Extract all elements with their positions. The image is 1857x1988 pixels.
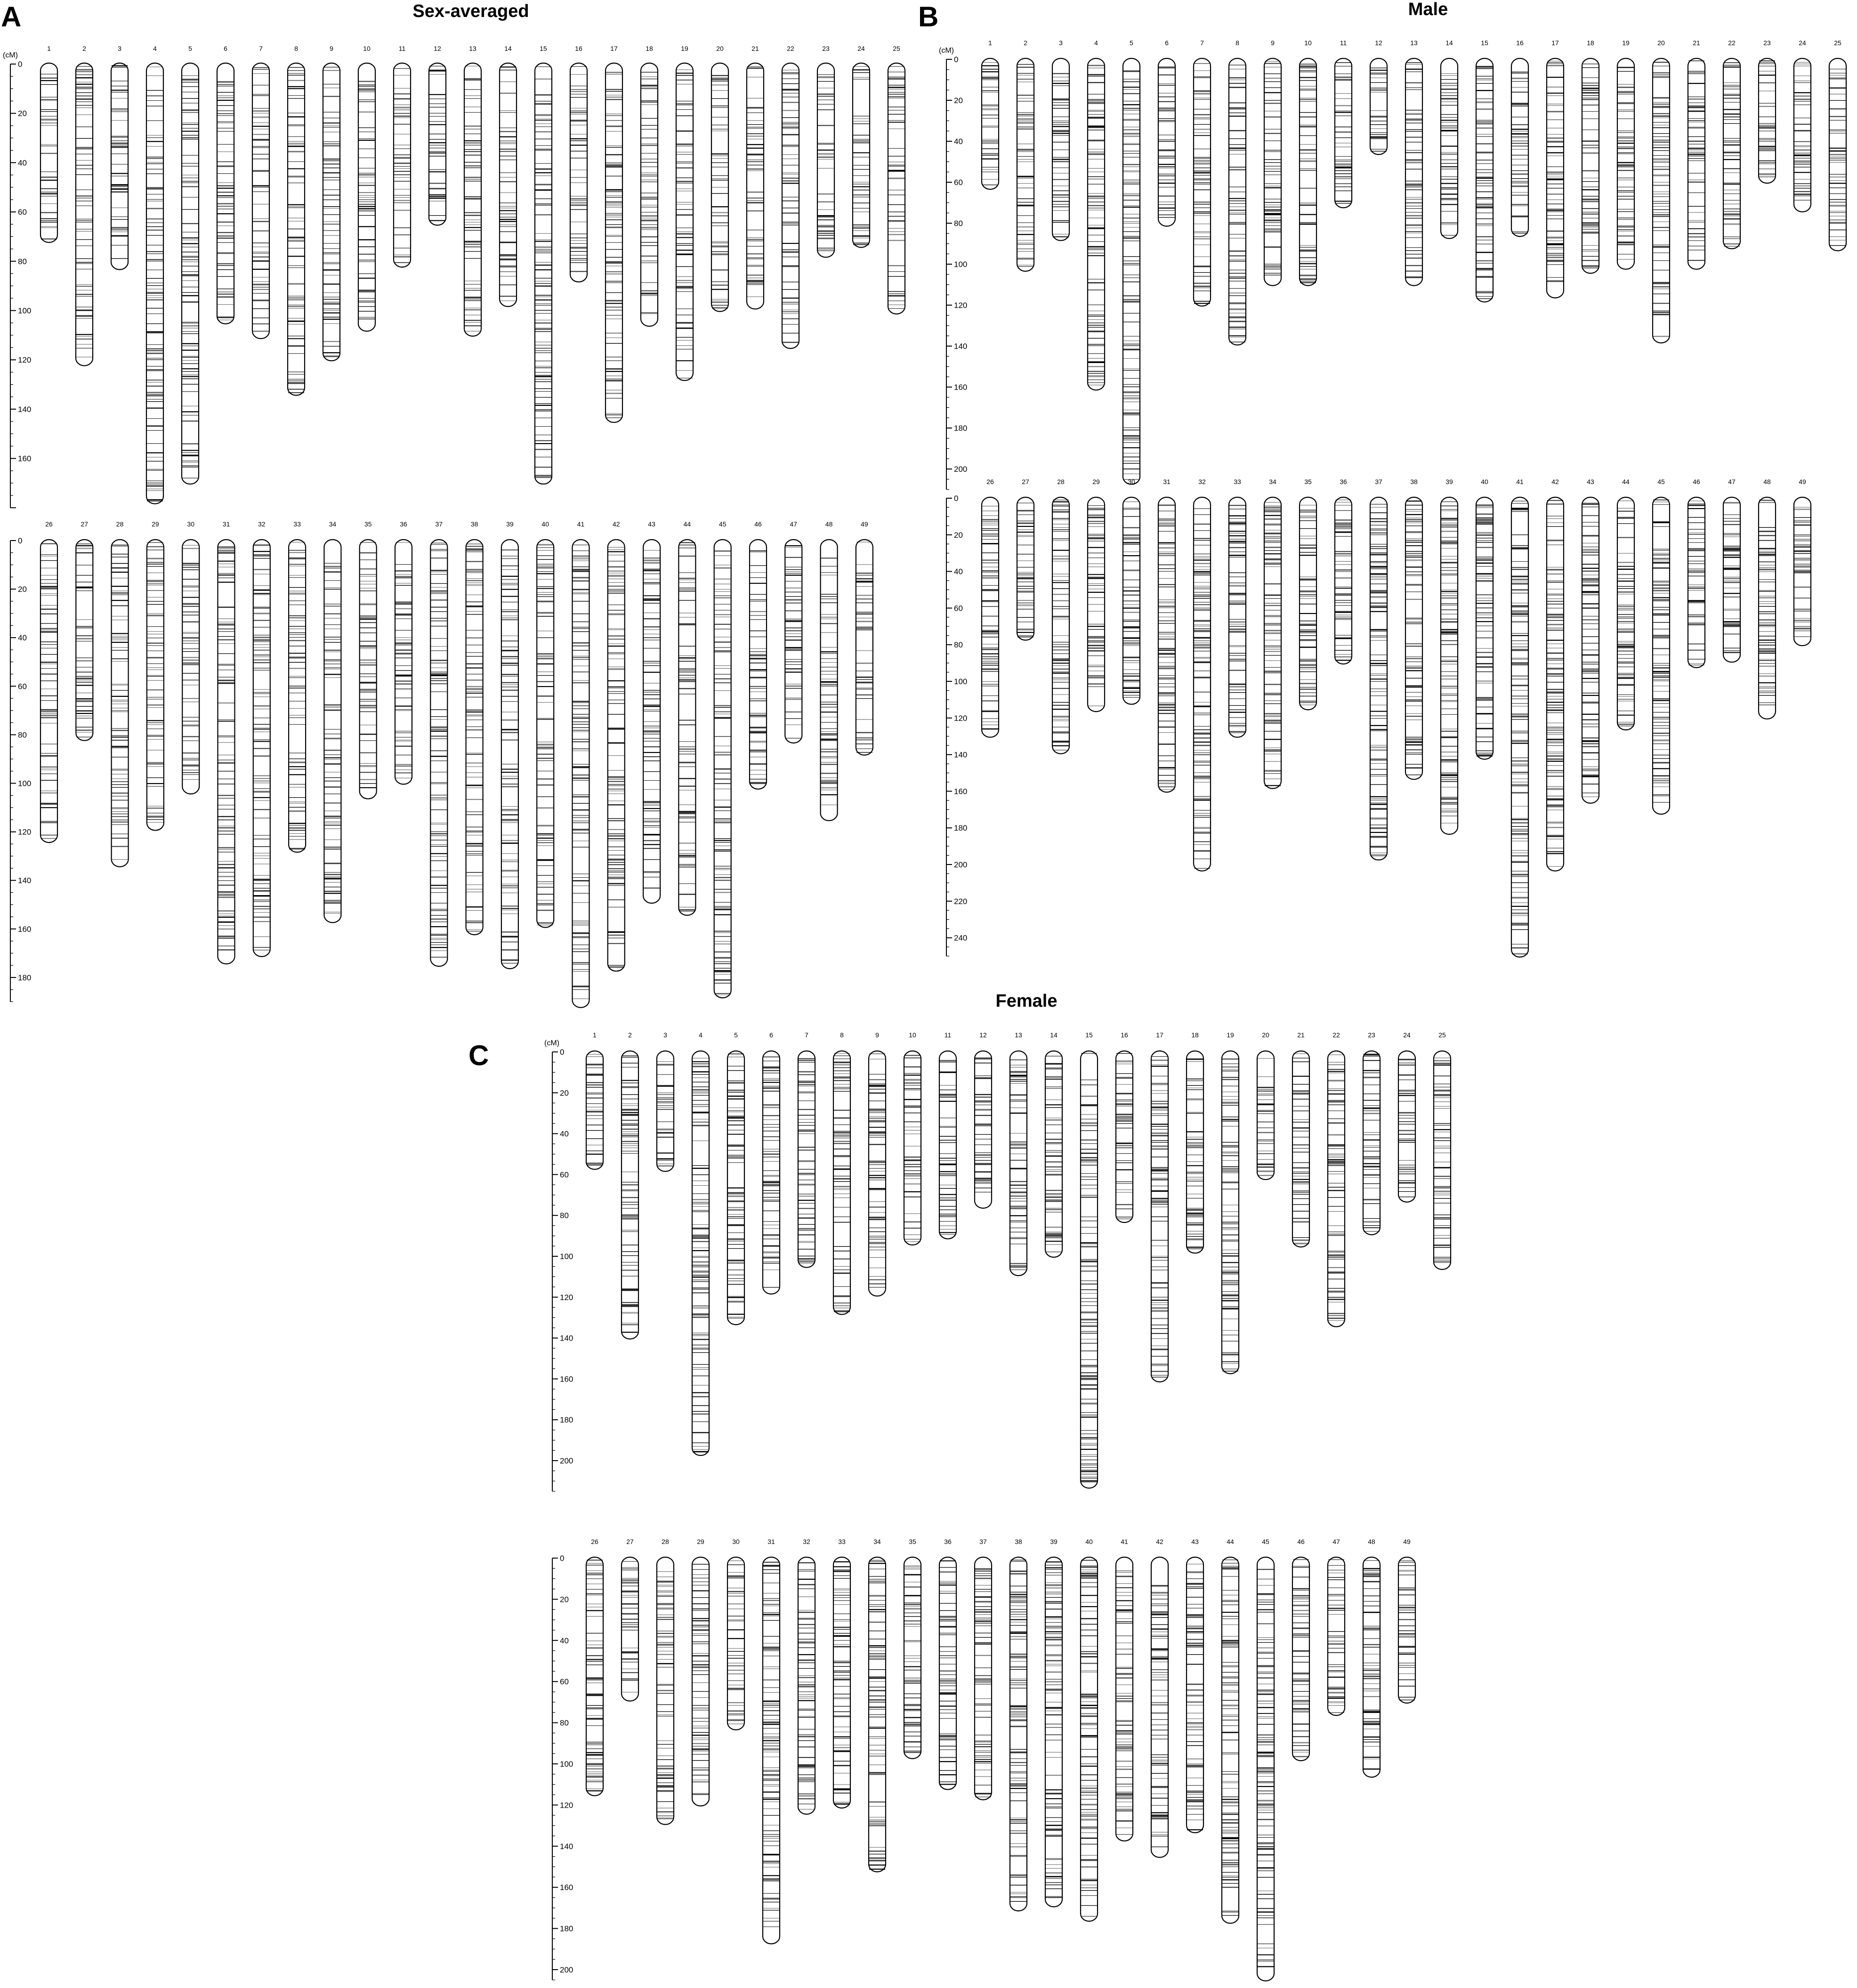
linkage-group-outline <box>76 63 93 366</box>
linkage-group-label: 13 <box>1410 39 1418 47</box>
linkage-group-outline <box>676 63 693 380</box>
linkage-group-8 <box>288 45 305 395</box>
linkage-group-17 <box>606 45 622 422</box>
panel-b-letter: B <box>918 1 939 32</box>
linkage-group-outline <box>1547 58 1564 298</box>
axis-tick-label: 200 <box>954 465 968 474</box>
axis-tick-label: 20 <box>954 96 963 105</box>
linkage-group-label: 30 <box>187 520 194 528</box>
linkage-group-outline <box>1123 58 1140 484</box>
linkage-group-label: 17 <box>610 45 618 52</box>
linkage-group-label: 15 <box>1481 39 1488 47</box>
linkage-group-2 <box>1017 39 1034 271</box>
linkage-group-3 <box>111 45 128 270</box>
linkage-group-29 <box>147 520 164 830</box>
panel-a-title: Sex-averaged <box>412 1 529 21</box>
axis-tick-label: 80 <box>18 730 27 740</box>
linkage-group-label: 12 <box>434 45 441 52</box>
linkage-group-28 <box>112 520 129 867</box>
linkage-group-label: 8 <box>1235 39 1239 47</box>
linkage-group-47 <box>785 520 802 743</box>
linkage-group-19 <box>676 45 693 380</box>
linkage-group-outline <box>182 540 199 794</box>
linkage-group-label: 46 <box>754 520 762 528</box>
linkage-group-outline <box>641 63 658 326</box>
linkage-group-label: 7 <box>259 45 263 52</box>
linkage-group-13 <box>464 45 481 336</box>
linkage-group-label: 15 <box>540 45 547 52</box>
linkage-group-outline <box>217 63 234 324</box>
axis-tick-label: 140 <box>954 342 968 351</box>
axis-tick-label: 140 <box>18 876 32 885</box>
linkage-group-label: 26 <box>45 520 53 528</box>
panel-a-row-2 <box>10 520 873 1008</box>
linkage-group-outline <box>1405 58 1422 286</box>
linkage-group-18 <box>1582 39 1599 273</box>
axis-tick-label: 0 <box>18 60 23 69</box>
linkage-group-21 <box>747 45 764 309</box>
linkage-group-label: 14 <box>504 45 512 52</box>
linkage-group-label: 1 <box>47 45 51 52</box>
linkage-group-9 <box>323 45 340 361</box>
linkage-group-outline <box>853 63 870 247</box>
axis-tick-label: 140 <box>18 404 32 414</box>
axis-tick-label: 180 <box>954 424 968 433</box>
linkage-group-4 <box>146 45 163 504</box>
axis-tick-label: 80 <box>954 219 963 228</box>
axis-tick-label: 120 <box>954 301 968 310</box>
linkage-group-label: 18 <box>1587 39 1594 47</box>
linkage-group-12 <box>429 45 446 225</box>
linkage-group-outline <box>252 63 269 339</box>
linkage-group-20 <box>711 45 728 312</box>
axis-unit-label: (cM) <box>3 51 18 59</box>
linkage-group-label: 16 <box>575 45 582 52</box>
linkage-group-label: 11 <box>1340 39 1347 47</box>
linkage-group-label: 10 <box>1304 39 1312 47</box>
linkage-group-outline <box>466 540 483 935</box>
linkage-group-label: 34 <box>329 520 337 528</box>
linkage-group-label: 47 <box>790 520 798 528</box>
linkage-group-outline <box>785 540 802 743</box>
linkage-group-outline <box>817 63 834 257</box>
linkage-group-outline <box>535 63 552 484</box>
linkage-group-22 <box>782 45 799 348</box>
linkage-group-label: 10 <box>363 45 371 52</box>
linkage-group-label: 39 <box>506 520 514 528</box>
linkage-group-label: 27 <box>81 520 89 528</box>
linkage-group-label: 2 <box>82 45 86 52</box>
linkage-group-outline <box>146 63 163 504</box>
linkage-group-outline <box>40 540 57 842</box>
panel-b-title: Male <box>1408 0 1448 19</box>
linkage-group-outline <box>500 63 517 307</box>
linkage-group-label: 43 <box>648 520 655 528</box>
linkage-group-27 <box>76 520 93 741</box>
linkage-group-15 <box>535 45 552 484</box>
linkage-group-49 <box>856 520 873 755</box>
linkage-group-label: 6 <box>224 45 227 52</box>
linkage-group-8 <box>1229 39 1246 345</box>
axis-tick-label: 100 <box>18 779 32 788</box>
linkage-group-outline <box>678 540 695 915</box>
linkage-group-label: 19 <box>1622 39 1630 47</box>
linkage-group-label: 16 <box>1516 39 1524 47</box>
panel-c-title: Female <box>995 991 1058 1011</box>
linkage-group-label: 12 <box>1375 39 1382 47</box>
linkage-group-30 <box>182 520 199 794</box>
linkage-group-44 <box>678 520 695 915</box>
linkage-group-outline <box>1476 58 1493 302</box>
linkage-group-label: 48 <box>825 520 833 528</box>
linkage-group-11 <box>1335 39 1352 208</box>
linkage-group-label: 1 <box>988 39 992 47</box>
linkage-group-outline <box>40 63 57 242</box>
linkage-group-outline <box>1617 58 1634 269</box>
linkage-group-label: 41 <box>577 520 585 528</box>
axis-tick-label: 20 <box>18 585 27 594</box>
linkage-group-label: 4 <box>153 45 157 52</box>
linkage-group-6 <box>1158 39 1175 226</box>
axis-tick-label: 160 <box>954 383 968 392</box>
axis-unit-label: (cM) <box>939 47 954 55</box>
linkage-group-label: 9 <box>330 45 333 52</box>
linkage-group-label: 31 <box>222 520 230 528</box>
linkage-group-11 <box>394 45 411 267</box>
linkage-group-label: 18 <box>646 45 653 52</box>
linkage-group-43 <box>643 520 660 903</box>
linkage-group-25 <box>888 45 905 314</box>
axis-tick-label: 60 <box>954 178 963 187</box>
linkage-group-39 <box>501 520 518 969</box>
linkage-group-label: 44 <box>683 520 691 528</box>
axis-tick-label: 40 <box>18 633 27 643</box>
linkage-group-9 <box>1264 39 1281 286</box>
linkage-group-outline <box>464 63 481 336</box>
axis-tick-label: 120 <box>18 827 32 837</box>
linkage-group-outline <box>747 63 764 309</box>
axis-tick-label: 20 <box>18 109 27 118</box>
axis-tick-label: 60 <box>18 208 27 217</box>
linkage-group-outline <box>856 540 873 755</box>
linkage-group-outline <box>289 540 306 852</box>
linkage-group-label: 25 <box>893 45 900 52</box>
linkage-group-36 <box>395 520 412 784</box>
axis-tick-label: 0 <box>18 536 23 545</box>
linkage-group-label: 14 <box>1445 39 1453 47</box>
linkage-group-37 <box>430 520 447 966</box>
linkage-group-label: 4 <box>1094 39 1098 47</box>
axis-tick-label: 160 <box>18 454 32 463</box>
linkage-group-label: 13 <box>469 45 476 52</box>
linkage-group-16 <box>1511 39 1528 236</box>
linkage-group-label: 19 <box>681 45 688 52</box>
linkage-group-label: 49 <box>861 520 868 528</box>
linkage-group-label: 38 <box>470 520 478 528</box>
linkage-group-outline <box>1300 58 1316 286</box>
linkage-group-label: 29 <box>152 520 159 528</box>
linkage-group-2 <box>76 45 93 366</box>
linkage-group-label: 21 <box>751 45 759 52</box>
linkage-group-label: 42 <box>613 520 620 528</box>
linkage-group-14 <box>500 45 517 307</box>
linkage-group-15 <box>1476 39 1493 302</box>
linkage-group-7 <box>252 45 269 339</box>
linkage-group-label: 9 <box>1271 39 1275 47</box>
linkage-group-outline <box>1229 58 1246 345</box>
linkage-group-32 <box>253 520 270 957</box>
linkage-maps <box>3 39 1846 1981</box>
linkage-group-16 <box>570 45 587 282</box>
linkage-group-22 <box>1723 39 1740 249</box>
linkage-group-outline <box>1653 58 1670 343</box>
panel-a-letter: A <box>1 1 22 32</box>
linkage-group-38 <box>466 520 483 935</box>
linkage-group-label: 37 <box>435 520 443 528</box>
linkage-group-label: 3 <box>1059 39 1063 47</box>
linkage-group-outline <box>1194 58 1211 306</box>
linkage-group-46 <box>750 520 767 789</box>
linkage-group-outline <box>1158 58 1175 226</box>
linkage-group-26 <box>40 520 57 842</box>
linkage-group-outline <box>1335 58 1352 208</box>
linkage-group-label: 11 <box>398 45 406 52</box>
linkage-group-35 <box>360 520 377 799</box>
linkage-group-18 <box>641 45 658 326</box>
linkage-group-6 <box>217 45 234 324</box>
linkage-group-label: 21 <box>1693 39 1700 47</box>
panel-b-row-1 <box>939 39 1846 490</box>
linkage-group-label: 35 <box>364 520 372 528</box>
linkage-group-34 <box>324 520 341 922</box>
linkage-group-1 <box>40 45 57 242</box>
axis-tick-label: 40 <box>18 158 27 168</box>
axis-tick-label: 0 <box>954 55 959 64</box>
linkage-group-outline <box>537 540 554 928</box>
linkage-group-outline <box>112 540 129 867</box>
linkage-group-label: 7 <box>1200 39 1204 47</box>
linkage-group-label: 17 <box>1551 39 1559 47</box>
linkage-group-14 <box>1441 39 1458 238</box>
linkage-group-label: 3 <box>118 45 121 52</box>
linkage-group-label: 45 <box>719 520 727 528</box>
linkage-group-45 <box>714 520 731 998</box>
linkage-group-label: 5 <box>188 45 192 52</box>
linkage-group-label: 22 <box>787 45 794 52</box>
linkage-group-10 <box>358 45 375 331</box>
linkage-group-outline <box>821 540 838 821</box>
axis-tick-label: 80 <box>18 257 27 266</box>
linkage-group-label: 20 <box>1657 39 1665 47</box>
linkage-group-label: 33 <box>293 520 301 528</box>
linkage-group-23 <box>817 45 834 257</box>
linkage-group-outline <box>111 63 128 270</box>
linkage-group-3 <box>1052 39 1069 241</box>
linkage-group-41 <box>573 520 589 1008</box>
linkage-group-5 <box>182 45 199 484</box>
linkage-group-outline <box>1511 58 1528 236</box>
axis-tick-label: 40 <box>954 137 963 146</box>
linkage-group-20 <box>1653 39 1670 343</box>
linkage-group-outline <box>147 540 164 830</box>
linkage-group-10 <box>1300 39 1316 286</box>
linkage-group-21 <box>1688 39 1705 269</box>
linkage-group-outline <box>1017 58 1034 271</box>
axis-tick-label: 180 <box>18 973 32 982</box>
linkage-group-outline <box>570 63 587 282</box>
linkage-group-42 <box>608 520 625 971</box>
linkage-group-label: 40 <box>541 520 549 528</box>
linkage-group-outline <box>323 63 340 361</box>
linkage-group-13 <box>1405 39 1422 286</box>
linkage-group-label: 23 <box>822 45 830 52</box>
axis-tick-label: 100 <box>18 306 32 315</box>
linkage-group-label: 8 <box>294 45 298 52</box>
axis-tick-label: 160 <box>18 924 32 934</box>
linkage-group-1 <box>982 39 999 189</box>
linkage-group-4 <box>1088 39 1105 390</box>
axis-tick-label: 60 <box>18 682 27 691</box>
linkage-group-label: 24 <box>857 45 865 52</box>
linkage-group-label: 6 <box>1165 39 1169 47</box>
linkage-group-31 <box>218 520 235 964</box>
linkage-group-outline <box>324 540 341 922</box>
linkage-group-outline <box>430 540 447 966</box>
linkage-group-40 <box>537 520 554 928</box>
linkage-group-outline <box>782 63 799 348</box>
linkage-group-label: 2 <box>1024 39 1027 47</box>
linkage-group-label: 28 <box>116 520 124 528</box>
linkage-group-label: 32 <box>258 520 266 528</box>
linkage-group-outline <box>1088 58 1105 390</box>
linkage-group-19 <box>1617 39 1634 269</box>
linkage-group-outline <box>501 540 518 969</box>
axis-tick-label: 120 <box>18 356 32 365</box>
linkage-group-48 <box>821 520 838 821</box>
linkage-group-outline <box>218 540 235 964</box>
linkage-group-12 <box>1370 39 1387 154</box>
linkage-group-33 <box>289 520 306 852</box>
linkage-group-outline <box>360 540 377 799</box>
linkage-group-label: 22 <box>1728 39 1736 47</box>
linkage-group-5 <box>1123 39 1140 484</box>
linkage-group-7 <box>1194 39 1211 306</box>
linkage-group-label: 5 <box>1130 39 1133 47</box>
linkage-group-17 <box>1547 39 1564 298</box>
panel-c-letter: C <box>468 1040 489 1071</box>
panel-a-row-1 <box>3 45 905 508</box>
linkage-group-label: 20 <box>716 45 724 52</box>
axis-tick-label: 100 <box>954 260 968 269</box>
linkage-group-24 <box>853 45 870 247</box>
linkage-group-label: 36 <box>400 520 407 528</box>
